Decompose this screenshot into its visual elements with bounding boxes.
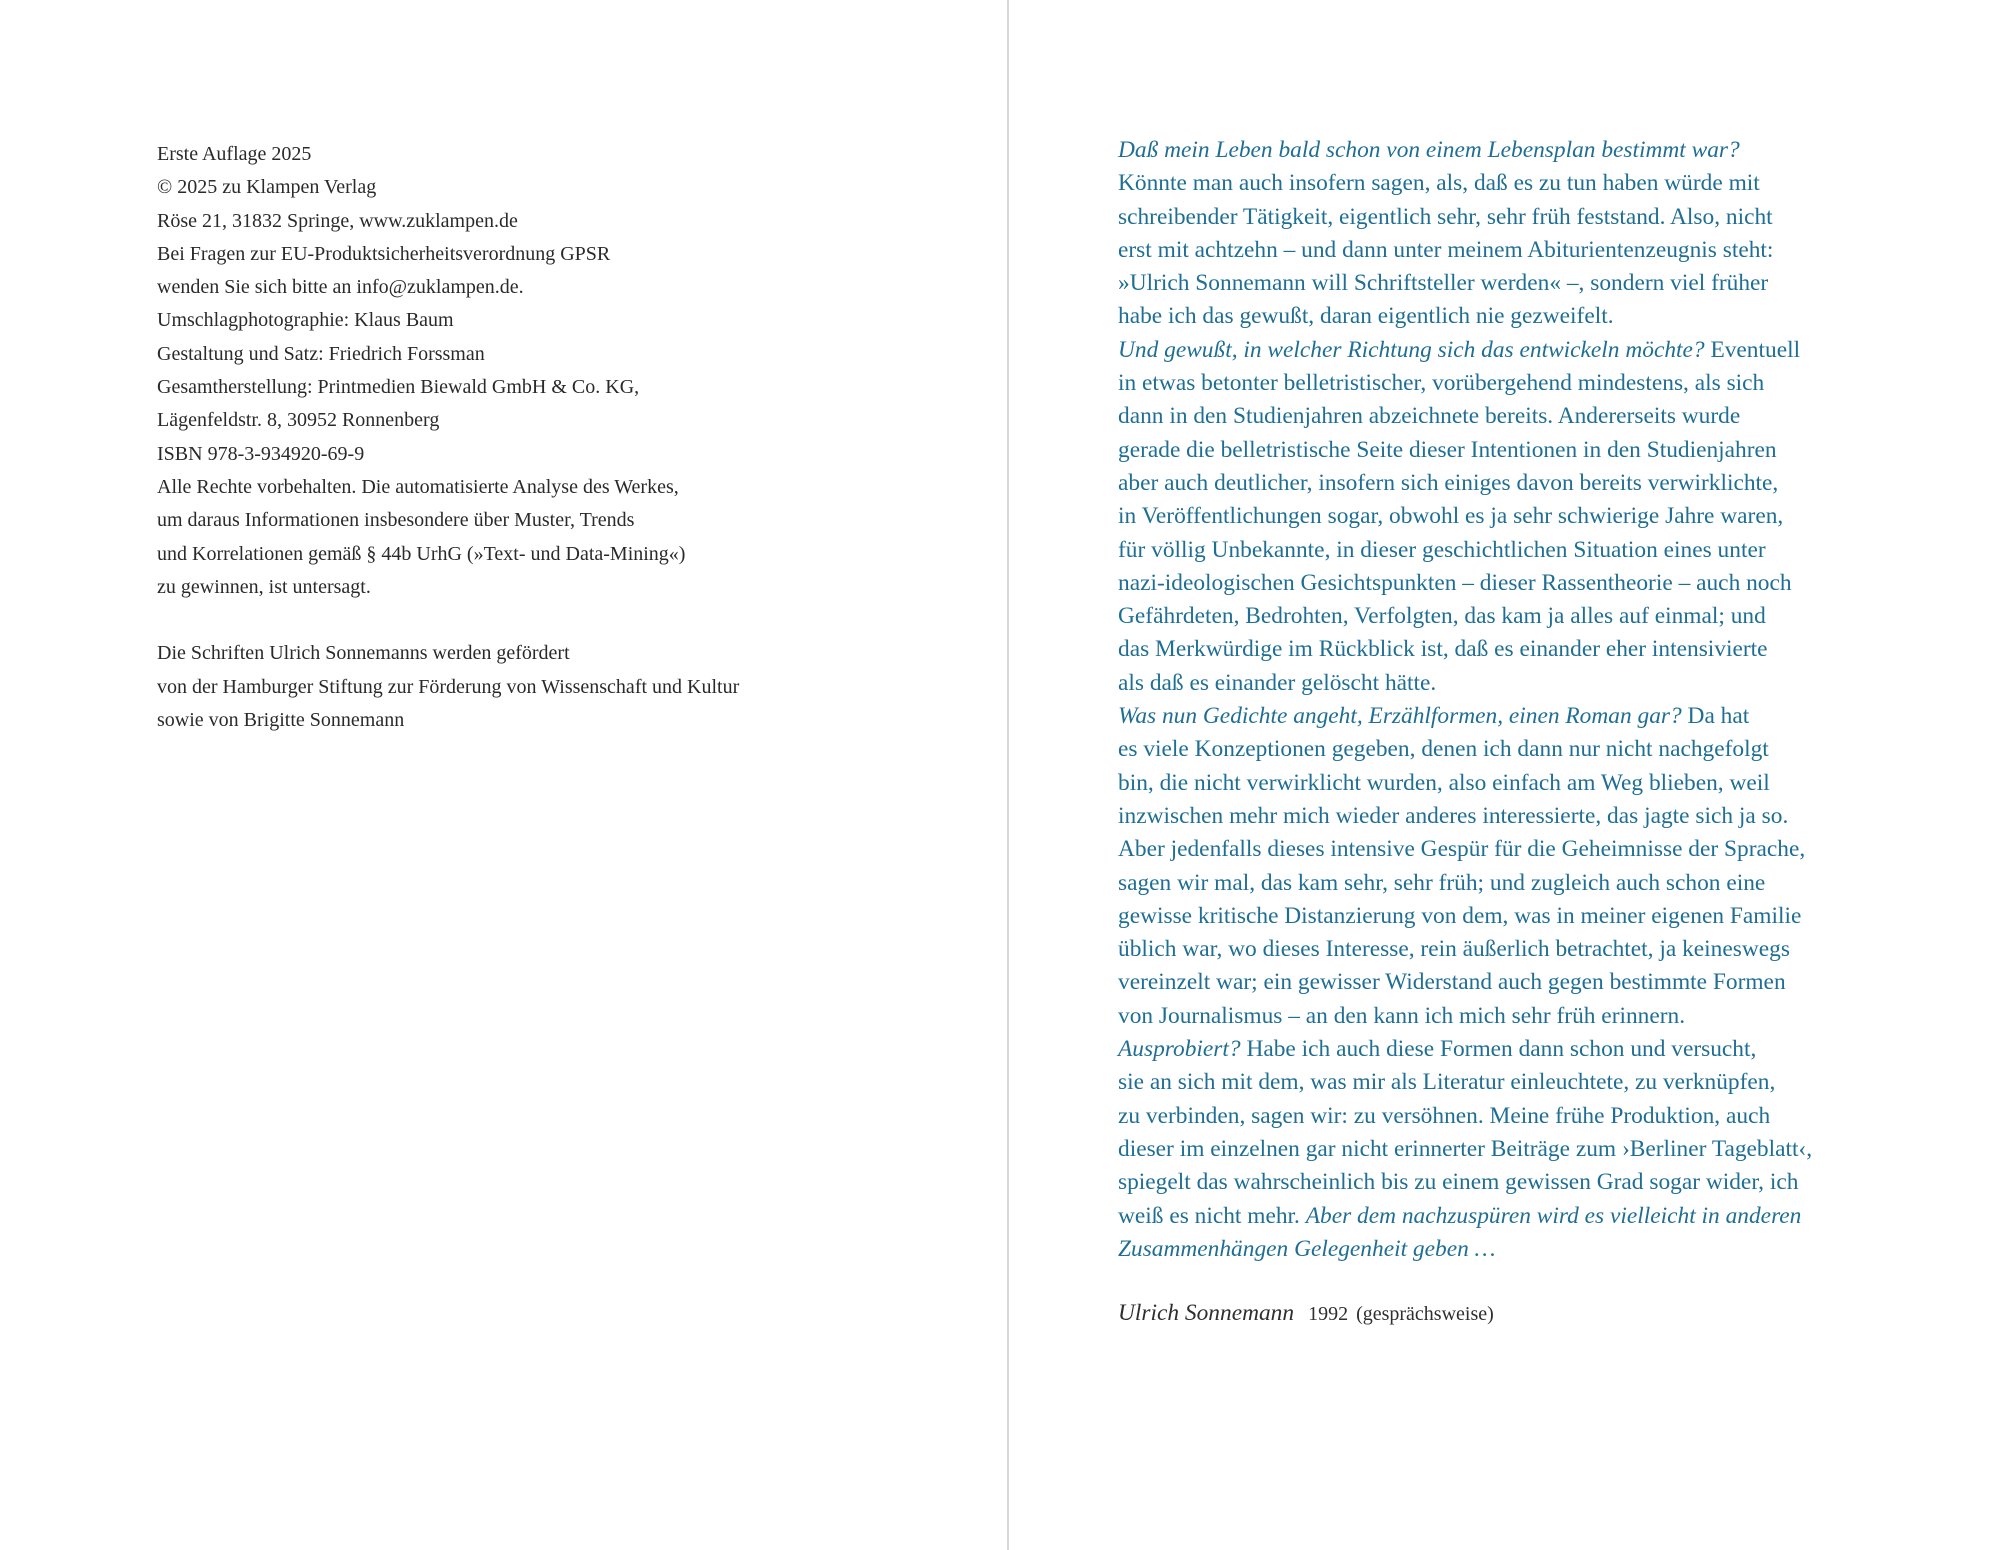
quote-line	[1118, 400, 1978, 433]
funding-line: von der Hamburger Stiftung zur Förderung von Wissenschaft und Kultur	[157, 675, 740, 698]
quote-question: Daß mein Leben bald schon von einem Lebensplan bestimmt war?	[1118, 137, 1740, 163]
quote-answer: bin, die nicht verwirklicht wurden, also einfach am Weg blieben, weil	[1118, 769, 1770, 796]
quote-line	[1118, 900, 1978, 933]
quote-answer: Könnte man auch insofern sagen, als, daß es zu tun haben würde mit	[1118, 170, 1760, 197]
imprint-line: um daraus Informationen insbesondere über Muster, Trends	[157, 509, 635, 532]
imprint-line: © 2025 zu Klampen Verlag	[157, 176, 377, 199]
quote-line	[1118, 600, 1978, 633]
quote-answer: habe ich das gewußt, daran eigentlich nie gezweifelt.	[1118, 303, 1614, 330]
quote-line	[1118, 867, 1978, 900]
quote-answer: es viele Konzeptionen gegeben, denen ich dann nur nicht nachgefolgt	[1118, 736, 1769, 763]
quote-line	[1118, 367, 1978, 400]
imprint-line: Gestaltung und Satz: Friedrich Forssman	[157, 342, 485, 365]
funding-lines	[157, 637, 937, 737]
quote-line	[1118, 633, 1978, 666]
quote-answer: Habe ich auch diese Formen dann schon und versucht,	[1240, 1036, 1757, 1063]
imprint-line: Lägenfeldstr. 8, 30952 Ronnenberg	[157, 409, 440, 432]
imprint-line: ISBN 978-3-934920-69-9	[157, 442, 365, 465]
quote-question: Aber dem nachzuspüren wird es vielleicht in anderen	[1305, 1202, 1802, 1229]
quote-answer: für völlig Unbekannte, in dieser geschichtlichen Situation eines unter	[1118, 536, 1766, 563]
quote-line	[1118, 567, 1978, 600]
quote-line	[1118, 201, 1978, 234]
imprint-line: Gesamtherstellung: Printmedien Biewald GmbH & Co. KG,	[157, 376, 640, 399]
attribution-author: Ulrich Sonnemann	[1118, 1300, 1295, 1326]
attribution-year: 1992	[1308, 1303, 1349, 1325]
quote-answer: sie an sich mit dem, was mir als Literatur einleuchtete, zu verknüpfen,	[1118, 1069, 1776, 1096]
quote-answer: gewisse kritische Distanzierung von dem, was in meiner eigenen Familie	[1118, 902, 1802, 929]
quote-answer: zu verbinden, sagen wir: zu versöhnen. Meine frühe Produktion, auch	[1118, 1102, 1771, 1129]
attribution-note: (gesprächsweise)	[1356, 1303, 1494, 1325]
interview-quote	[1118, 134, 1978, 1266]
quote-line	[1118, 767, 1978, 800]
imprint-line: Alle Rechte vorbehalten. Die automatisierte Analyse des Werkes,	[157, 475, 679, 498]
quote-line	[1118, 800, 1978, 833]
quote-line	[1118, 733, 1978, 766]
quote-answer: Da hat	[1681, 703, 1750, 730]
quote-line	[1118, 434, 1978, 467]
quote-answer: weiß es nicht mehr.	[1118, 1202, 1306, 1229]
quote-line	[1118, 1066, 1978, 1099]
quote-answer: Gefährdeten, Bedrohten, Verfolgten, das kam ja alles auf einmal; und	[1118, 603, 1766, 630]
quote-answer: in Veröffentlichungen sogar, obwohl es ja sehr schwierige Jahre waren,	[1118, 503, 1784, 530]
quote-line	[1118, 933, 1978, 966]
quote-answer: erst mit achtzehn – und dann unter meinem Abiturientenzeugnis steht:	[1118, 236, 1774, 263]
quote-line	[1118, 334, 1978, 367]
imprint-block	[157, 138, 937, 737]
imprint-lines	[157, 138, 937, 604]
quote-answer: vereinzelt war; ein gewisser Widerstand auch gegen bestimmte Formen	[1118, 969, 1786, 996]
quote-question: Zusammenhängen Gelegenheit geben …	[1118, 1235, 1496, 1262]
quote-answer: Aber jedenfalls dieses intensive Gespür für die Geheimnisse der Sprache,	[1118, 836, 1806, 863]
quote-answer: aber auch deutlicher, insofern sich einiges davon bereits verwirklichte,	[1118, 469, 1779, 496]
quote-answer: inzwischen mehr mich wieder anderes interessierte, das jagte sich ja so.	[1118, 802, 1789, 829]
paragraph-gap	[157, 604, 937, 637]
quote-line	[1118, 667, 1978, 700]
quote-answer: »Ulrich Sonnemann will Schriftsteller werden« –, sondern viel früher	[1118, 270, 1769, 297]
imprint-line: Röse 21, 31832 Springe, www.zuklampen.de	[157, 209, 518, 232]
quote-answer: dann in den Studienjahren abzeichnete bereits. Andererseits wurde	[1118, 403, 1741, 430]
funding-line: Die Schriften Ulrich Sonnemanns werden gefördert	[157, 642, 570, 665]
quote-question: Ausprobiert?	[1118, 1036, 1241, 1063]
quote-answer: dieser im einzelnen gar nicht erinnerter Beiträge zum ›Berliner Tageblatt‹,	[1118, 1135, 1813, 1162]
quote-line	[1118, 534, 1978, 567]
quote-answer: gerade die belletristische Seite dieser Intentionen in den Studienjahren	[1118, 436, 1777, 463]
quote-line	[1118, 833, 1978, 866]
imprint-line: Erste Auflage 2025	[157, 143, 312, 165]
quote-answer: als daß es einander gelöscht hätte.	[1118, 669, 1437, 696]
quote-answer: das Merkwürdige im Rückblick ist, daß es einander eher intensivierte	[1118, 636, 1768, 663]
quote-line	[1118, 1200, 1978, 1233]
quote-line	[1118, 1233, 1978, 1266]
quote-answer: nazi-ideologischen Gesichtspunkten – dieser Rassentheorie – auch noch	[1118, 569, 1792, 596]
quote-line	[1118, 1000, 1978, 1033]
quote-line	[1118, 966, 1978, 999]
quote-question: Was nun Gedichte angeht, Erzählformen, einen Roman gar?	[1118, 703, 1682, 730]
quote-answer: sagen wir mal, das kam sehr, sehr früh; und zugleich auch schon eine	[1118, 869, 1766, 896]
quote-answer: üblich war, wo dieses Interesse, rein äußerlich betrachtet, ja keineswegs	[1118, 936, 1790, 963]
imprint-line: Umschlagphotographie: Klaus Baum	[157, 309, 454, 332]
quote-line	[1118, 1100, 1978, 1133]
quote-answer: schreibender Tätigkeit, eigentlich sehr, sehr früh feststand. Also, nicht	[1118, 203, 1773, 230]
funding-line: sowie von Brigitte Sonnemann	[157, 709, 405, 732]
quote-line	[1118, 1166, 1978, 1199]
quote-line	[1118, 167, 1978, 200]
quote-line	[1118, 134, 1978, 167]
quote-answer: in etwas betonter belletristischer, vorübergehend mindestens, als sich	[1118, 370, 1765, 397]
quote-line	[1118, 1033, 1978, 1066]
imprint-line: zu gewinnen, ist untersagt.	[157, 575, 371, 598]
quote-answer: Eventuell	[1704, 336, 1801, 363]
imprint-line: Bei Fragen zur EU-Produktsicherheitsverordnung GPSR	[157, 242, 611, 265]
quote-line	[1118, 500, 1978, 533]
quote-line	[1118, 267, 1978, 300]
quote-answer: spiegelt das wahrscheinlich bis zu einem gewissen Grad sogar wider, ich	[1118, 1169, 1799, 1196]
quote-line	[1118, 700, 1978, 733]
quote-line	[1118, 1133, 1978, 1166]
imprint-line: und Korrelationen gemäß § 44b UrhG (»Text- und Data-Mining«)	[157, 542, 686, 565]
quote-answer: von Journalismus – an den kann ich mich sehr früh erinnern.	[1118, 1002, 1686, 1029]
quote-line	[1118, 234, 1978, 267]
quote-question: Und gewußt, in welcher Richtung sich das entwickeln möchte?	[1118, 336, 1705, 363]
right-page	[1009, 0, 2000, 1550]
imprint-line: wenden Sie sich bitte an info@zuklampen.de.	[157, 276, 524, 299]
quote-line	[1118, 467, 1978, 500]
quote-attribution	[1118, 1300, 1494, 1327]
quote-line	[1118, 300, 1978, 333]
